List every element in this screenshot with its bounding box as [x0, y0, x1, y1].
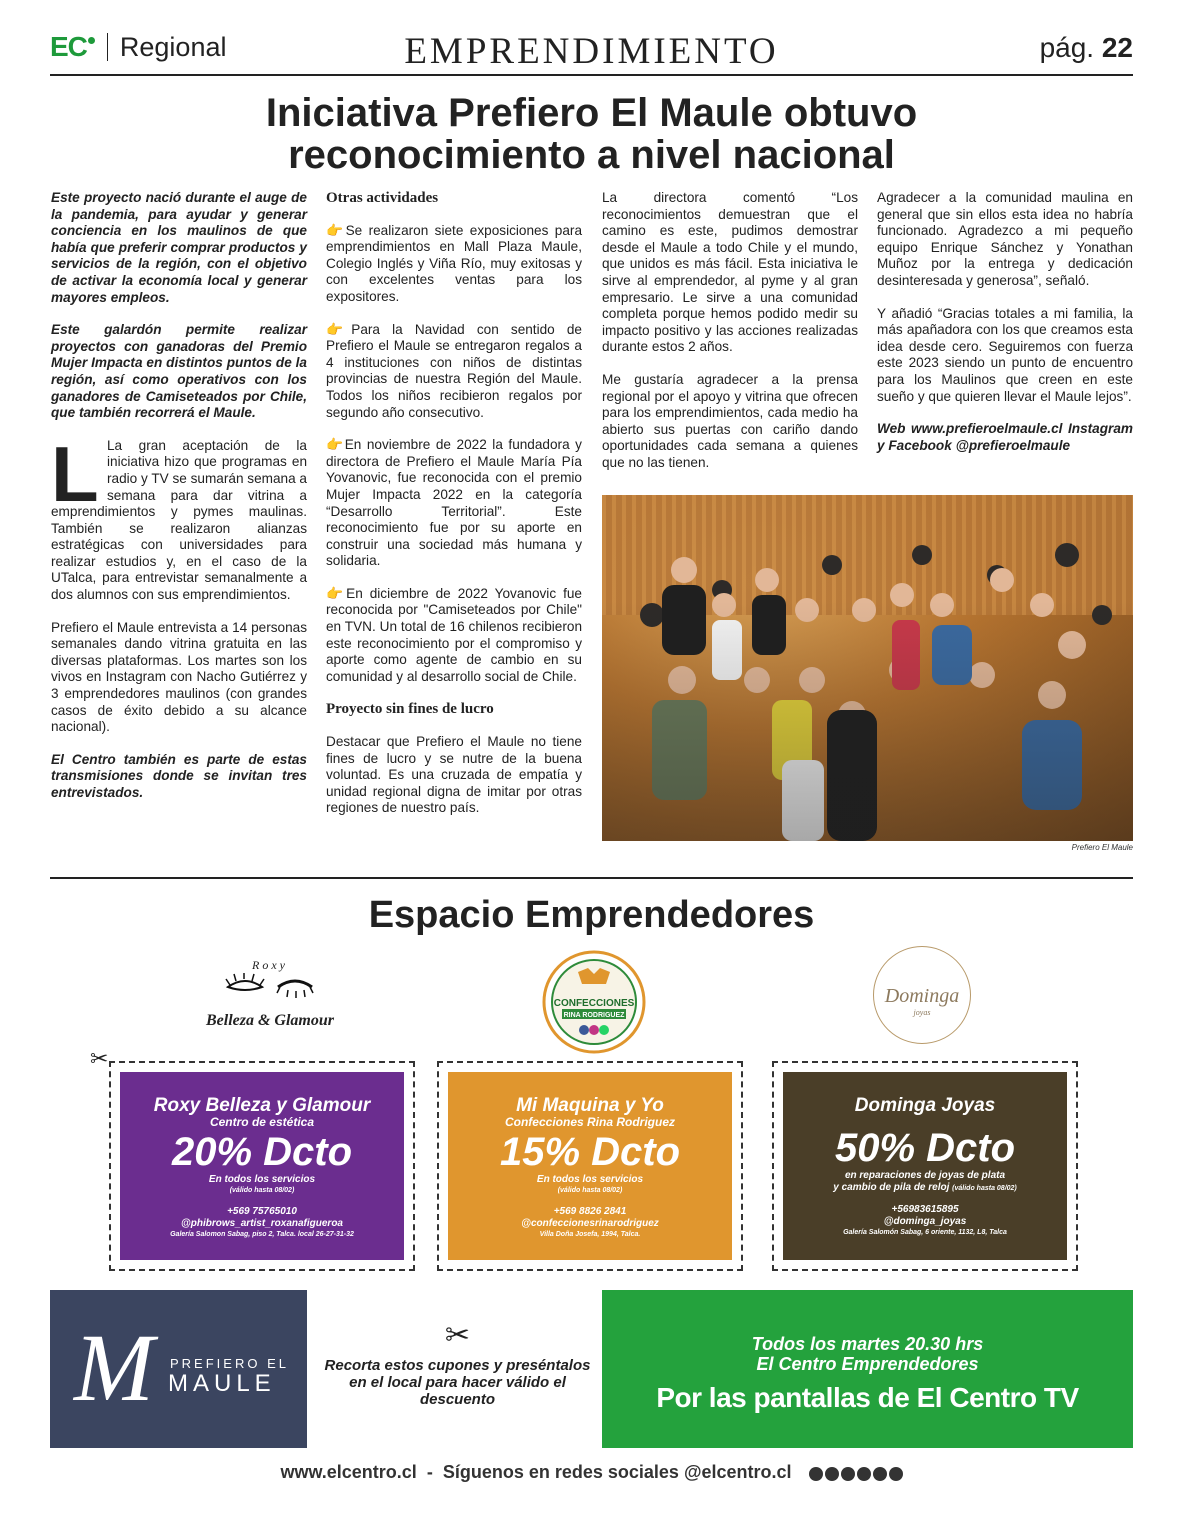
instagram-icon[interactable]	[825, 1467, 839, 1481]
coupon-mi-maquina[interactable]	[437, 1061, 743, 1271]
intro-paragraph-1: Este proyecto nació durante el auge de la pandemia, para ayudar y generar conciencia en los maulinos de que había que preferir comprar productos y servicios de la región, con el objetivo de activar la economía local y generar mayores empleos.	[51, 190, 307, 305]
coupon-body	[448, 1072, 732, 1260]
article-column-2	[326, 190, 582, 833]
coupon-detail-2: y cambio de pila de reloj (válido hasta 08/02)	[833, 1182, 1017, 1193]
coupon-phone: +569 75765010	[227, 1206, 297, 1217]
logo-monogram: M	[74, 1314, 154, 1421]
article-column-3	[602, 190, 858, 488]
scissors-icon: ✂	[444, 1319, 471, 1352]
coupon-detail: en reparaciones de joyas de plata	[844, 1170, 1006, 1181]
coupon-title: Mi Maquina y Yo	[516, 1095, 664, 1116]
social-icons	[807, 1463, 903, 1484]
coupon-address: Galería Salomon Sabag, piso 2, Talca. local 26-27-31-32	[170, 1231, 354, 1238]
page-number: pág. 22	[1039, 32, 1133, 63]
promo-line-2: El Centro Emprendedores	[756, 1354, 979, 1374]
coupon-social: @confeccionesrinarodriguez	[521, 1218, 659, 1229]
espacio-title: Espacio Emprendedores	[368, 894, 815, 936]
page-header	[50, 28, 1133, 76]
coupon-subtitle: Centro de estética	[209, 1115, 315, 1129]
tiktok-icon[interactable]	[889, 1467, 903, 1481]
coupon-title: Roxy Belleza y Glamour	[153, 1095, 371, 1116]
confecciones-logo-name: CONFECCIONES	[553, 998, 635, 1009]
bullet-item: 👉En diciembre de 2022 Yovanovic fue reconocida por "Camiseteados por Chile" en TVN. Un total de 16 chilenos recibieron este reconocimiento por el compromiso y aporte como agente de cambio en su comunidad y al desarrollo social de Chile.	[326, 585, 582, 684]
dominga-logo-sub: joyas	[913, 1008, 931, 1017]
coupon-validity: (válido hasta 08/02)	[557, 1187, 623, 1194]
pointing-hand-icon: 👉	[326, 222, 346, 238]
spotify-icon[interactable]	[873, 1467, 887, 1481]
pointing-hand-icon: 👉	[326, 585, 347, 601]
dominga-logo-name: Dominga	[884, 985, 960, 1007]
paragraph: Destacar que Prefiero el Maule no tiene fines de lucro y se nutre de la buena voluntad. Es una cruzada de empatía y unidad regional digna de imitar por otras regiones de nuestro país.	[326, 734, 582, 816]
bullet-item: 👉Para la Navidad con sentido de Prefiero el Maule se entregaron regalos a 4 instituciones con niños de distintas provincias de nuestra Región del Maule. Todos los niños recibieron regalos por segundo año consecutivo.	[326, 321, 582, 420]
coupon-address: Galería Salomón Sabag, 6 oriente, 1132, L8, Talca	[843, 1229, 1007, 1236]
twitter-icon[interactable]	[857, 1467, 871, 1481]
promo-line-1: Todos los martes 20.30 hrs	[751, 1334, 984, 1354]
coupon-phone: +56983615895	[891, 1204, 959, 1215]
coupon-roxy[interactable]	[109, 1061, 415, 1271]
eyelashes-icon	[220, 973, 320, 1001]
headline-line-1: Iniciativa Prefiero El Maule obtuvo	[265, 91, 918, 135]
coupon-address: Villa Doña Josefa, 1994, Talca.	[539, 1231, 641, 1238]
roxy-logo	[190, 958, 350, 1053]
pointing-hand-icon: 👉	[326, 321, 352, 337]
paragraph: Me gustaría agradecer a la prensa regional por el apoyo y vitrina que ofrecen para los emprendimientos, cada medio ha abierto sus puertas con cariño dando oportunidades cada semana a quienes que no las tienen.	[602, 371, 858, 470]
prefiero-el-maule-logo	[50, 1290, 307, 1448]
intro-paragraph-2: Este galardón permite realizar proyectos con ganadoras del Premio Mujer Impacta en distintos puntos de la región, así como operativos con los ganadores de Camiseteados por Chile, que también recorrerá el Maule.	[51, 322, 307, 421]
paragraph: El Centro también es parte de estas transmisiones donde se invitan tres entrevistados.	[51, 751, 307, 800]
coupon-title: Dominga Joyas	[854, 1095, 996, 1116]
bullet-item: 👉Se realizaron siete exposiciones para emprendimientos en Mall Plaza Maule, Colegio Inglés y Viña Río, muy exitosas y con excelentes ventas para los expositores.	[326, 222, 582, 304]
article-column-4	[877, 190, 1133, 470]
dominga-logo	[873, 946, 971, 1044]
footer-social: Síguenos en redes sociales @elcentro.cl	[442, 1462, 792, 1482]
section-title: EMPRENDIMIENTO	[404, 31, 779, 72]
group-photo	[602, 495, 1133, 841]
paragraph: Y añadió “Gracias totales a mi familia, la más apañadora con los que creamos esta idea desde cero. Seguiremos con fuerza este 2023 siendo un punto de encuentro para los Maulinos que creen en este sueño y que quieren llevar el Maule lejos”.	[877, 305, 1133, 404]
subheading: Otras actividades	[326, 190, 439, 206]
coupon-discount: 20% Dcto	[171, 1130, 353, 1174]
bullet-item: 👉En noviembre de 2022 la fundadora y directora de Prefiero el Maule María Pía Yovanovic, fue reconocida con el premio Mujer Impacta 2022 en la categoría “Desarrollo Territorial”. Este reconocimiento fue por su aporte en construir una sociedad más humana y solidaria.	[326, 437, 582, 569]
coupon-dominga[interactable]	[772, 1061, 1078, 1271]
footer-separator: -	[426, 1462, 433, 1482]
promo-line-3: Por las pantallas de El Centro TV	[656, 1382, 1079, 1413]
youtube-icon[interactable]	[841, 1467, 855, 1481]
headline	[50, 92, 1133, 176]
subheading: Proyecto sin fines de lucro	[326, 701, 494, 718]
coupon-subtitle: Confecciones Rina Rodriguez	[504, 1115, 676, 1129]
coupon-phone: +569 8826 2841	[553, 1206, 627, 1217]
ec-logo: EC	[50, 31, 95, 63]
footer-website[interactable]: www.elcentro.cl	[280, 1462, 417, 1482]
coupon-discount: 50% Dcto	[834, 1126, 1016, 1170]
article-column-1	[51, 190, 307, 818]
photo-credit: Prefiero El Maule	[1071, 843, 1133, 852]
facebook-icon[interactable]	[809, 1467, 823, 1481]
coupon-detail: En todos los servicios	[208, 1174, 316, 1185]
dropcap-letter: L	[51, 429, 99, 518]
roxy-logo-name: Roxy	[252, 958, 288, 972]
confecciones-logo-sub: RINA RODRIGUEZ	[563, 1012, 625, 1019]
paragraph: Prefiero el Maule entrevista a 14 personas semanales dando vitrina gratuita en las diversas plataformas. Los martes son los vivos en Instagram con Nacho Gutiérrez y 3 emprendedores maulinos (con grandes casos de éxito debido a su alcance nacional).	[51, 619, 307, 735]
tv-promo-banner	[602, 1290, 1133, 1448]
cut-instructions-text: Recorta estos cupones y preséntalos en el local para hacer válido el descuento	[324, 1357, 591, 1408]
cut-instructions	[320, 1318, 595, 1408]
paragraph: Agradecer a la comunidad maulina en general que sin ellos esta idea no habría funcionado. Agradezco a mi pequeño equipo Enrique Sánchez y Yonathan Muñoz por la entrega y dedicación desinteresada y generosa”, señaló.	[877, 190, 1133, 288]
roxy-logo-tagline: Belleza & Glamour	[205, 1012, 334, 1029]
coupon-social: @phibrows_artist_roxanafigueroa	[180, 1218, 343, 1229]
dropcap-paragraph: L La gran aceptación de la iniciativa hizo que programas en radio y TV se sumarán semana a semana para dar vitrina a emprendimientos y pymes maulinas. También se realizaron alianzas estratégicas con universidades para realizar estudios y, en el caso de la UTalca, para entrevistar semanalmente a dos alumnos con sus emprendimientos.	[51, 429, 307, 603]
coupon-validity: (válido hasta 08/02)	[229, 1187, 295, 1194]
coupon-body	[120, 1072, 404, 1260]
confecciones-logo	[542, 950, 646, 1054]
coupon-discount: 15% Dcto	[499, 1130, 681, 1174]
pointing-hand-icon: 👉	[326, 437, 345, 453]
coupon-detail: En todos los servicios	[536, 1174, 644, 1185]
coupon-body	[783, 1072, 1067, 1260]
scissors-icon: ✂	[90, 1046, 109, 1071]
logo-name: MAULE	[168, 1370, 276, 1397]
coupon-social: @dominga_joyas	[883, 1216, 967, 1227]
section-label: Regional	[119, 31, 227, 62]
page-footer	[50, 1462, 1133, 1486]
contact-line: Web www.prefieroelmaule.cl Instagram y Facebook @prefieroelmaule	[877, 421, 1133, 453]
logo-prefix: PREFIERO EL	[170, 1356, 289, 1371]
section-divider	[50, 877, 1133, 879]
paragraph: La directora comentó “Los reconocimientos demuestran que el camino es este, pudimos demostrar desde el Maule a todo Chile y el mundo, que unidos es más fácil. Esta iniciativa le sirve al emprendedor, al pyme y al gran empresario. Le sirve a una comunidad completa porque hemos podido medir su impacto positivo y las acciones realizadas durante estos 2 años.	[602, 190, 858, 355]
headline-line-2: reconocimiento a nivel nacional	[288, 133, 895, 177]
